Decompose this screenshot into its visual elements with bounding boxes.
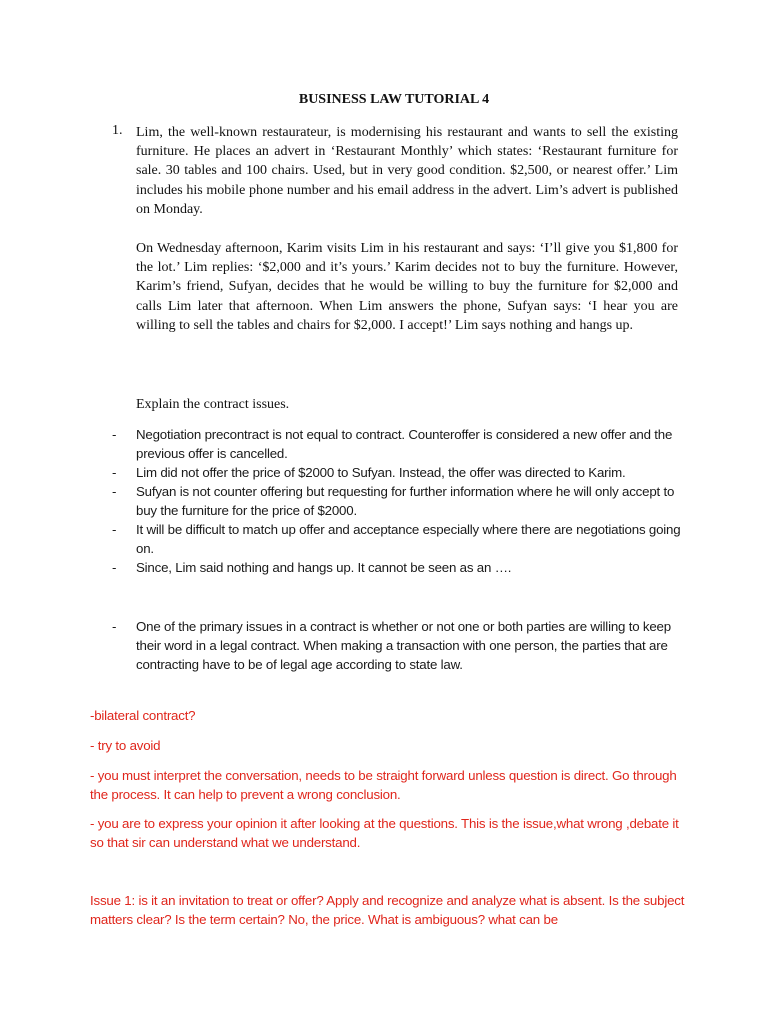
question-paragraph-2	[136, 239, 678, 335]
question-paragraph-2-text: On Wednesday afternoon, Karim visits Lim in his restaurant and says: ‘I’ll give you $1,800 for the lot.’ Lim replies: ‘$2,000 and it’s yours.’ Karim decides not to buy the furniture. However, Karim’s friend, Sufyan, decides that he would be willing to buy the furniture for $2,000 and calls Lim later that afternoon. When Lim answers the phone, Sufyan says: ‘I hear you are willing to sell the tables and chairs for $2,000. I accept!’ Lim says nothing and hangs up.	[136, 241, 678, 333]
answer-item	[112, 558, 692, 577]
question-number: 1.	[112, 123, 123, 138]
answer-item	[112, 425, 692, 463]
answer-text: Since, Lim said nothing and hangs up. It cannot be seen as an ….	[136, 560, 512, 575]
note-bilateral-contract: -bilateral contract?	[90, 708, 196, 723]
question-instruction-text: Explain the contract issues.	[136, 397, 290, 412]
answer-list	[112, 425, 692, 577]
bullet-dash: -	[112, 560, 117, 575]
answer-item	[112, 463, 692, 482]
answer-item	[112, 617, 692, 674]
question-instruction	[136, 395, 678, 414]
bullet-dash: -	[112, 619, 117, 634]
bullet-dash: -	[112, 484, 117, 499]
note-issue-1: Issue 1: is it an invitation to treat or offer? Apply and recognize and analyze what is absent. Is the subject matters clear? Is the term certain? No, the price. What is ambiguous? what can be	[90, 893, 685, 927]
answer-text: Lim did not offer the price of $2000 to Sufyan. Instead, the offer was directed to Karim.	[136, 465, 626, 480]
note-express-opinion: - you are to express your opinion it after looking at the questions. This is the issue,what wrong ,debate it so that sir can understand what we understand.	[90, 816, 679, 850]
answer-item	[112, 520, 692, 558]
answer-item	[112, 482, 692, 520]
note-interpret-conversation: - you must interpret the conversation, needs to be straight forward unless question is direct. Go through the process. It can help to prevent a wrong conclusion.	[90, 768, 677, 802]
bullet-dash: -	[112, 465, 117, 480]
answer-text: One of the primary issues in a contract is whether or not one or both parties are willing to keep their word in a legal contract. When making a transaction with one person, the parties that are contracting have to be of legal age according to state law.	[136, 619, 671, 672]
document-title: BUSINESS LAW TUTORIAL 4	[298, 92, 490, 107]
question-paragraph-1	[136, 123, 678, 219]
note-try-to-avoid: - try to avoid	[90, 738, 161, 753]
answer-text: It will be difficult to match up offer and acceptance especially where there are negotiations going on.	[136, 522, 681, 556]
bullet-dash: -	[112, 427, 117, 442]
question-paragraph-1-text: Lim, the well-known restaurateur, is modernising his restaurant and wants to sell the existing furniture. He places an advert in ‘Restaurant Monthly’ which states: ‘Restaurant furniture for sale. 30 tables and 100 chairs. Used, but in very good condition. $2,500, or nearest offer.’ Lim includes his mobile phone number and his email address in the advert. Lim’s advert is published on Monday.	[136, 125, 678, 217]
bullet-dash: -	[112, 522, 117, 537]
answer-text: Sufyan is not counter offering but requesting for further information where he will only accept to buy the furniture for the price of $2000.	[136, 484, 675, 518]
answer-text: Negotiation precontract is not equal to contract. Counteroffer is considered a new offer and the previous offer is cancelled.	[136, 427, 673, 461]
answer-extra-list	[112, 617, 692, 674]
